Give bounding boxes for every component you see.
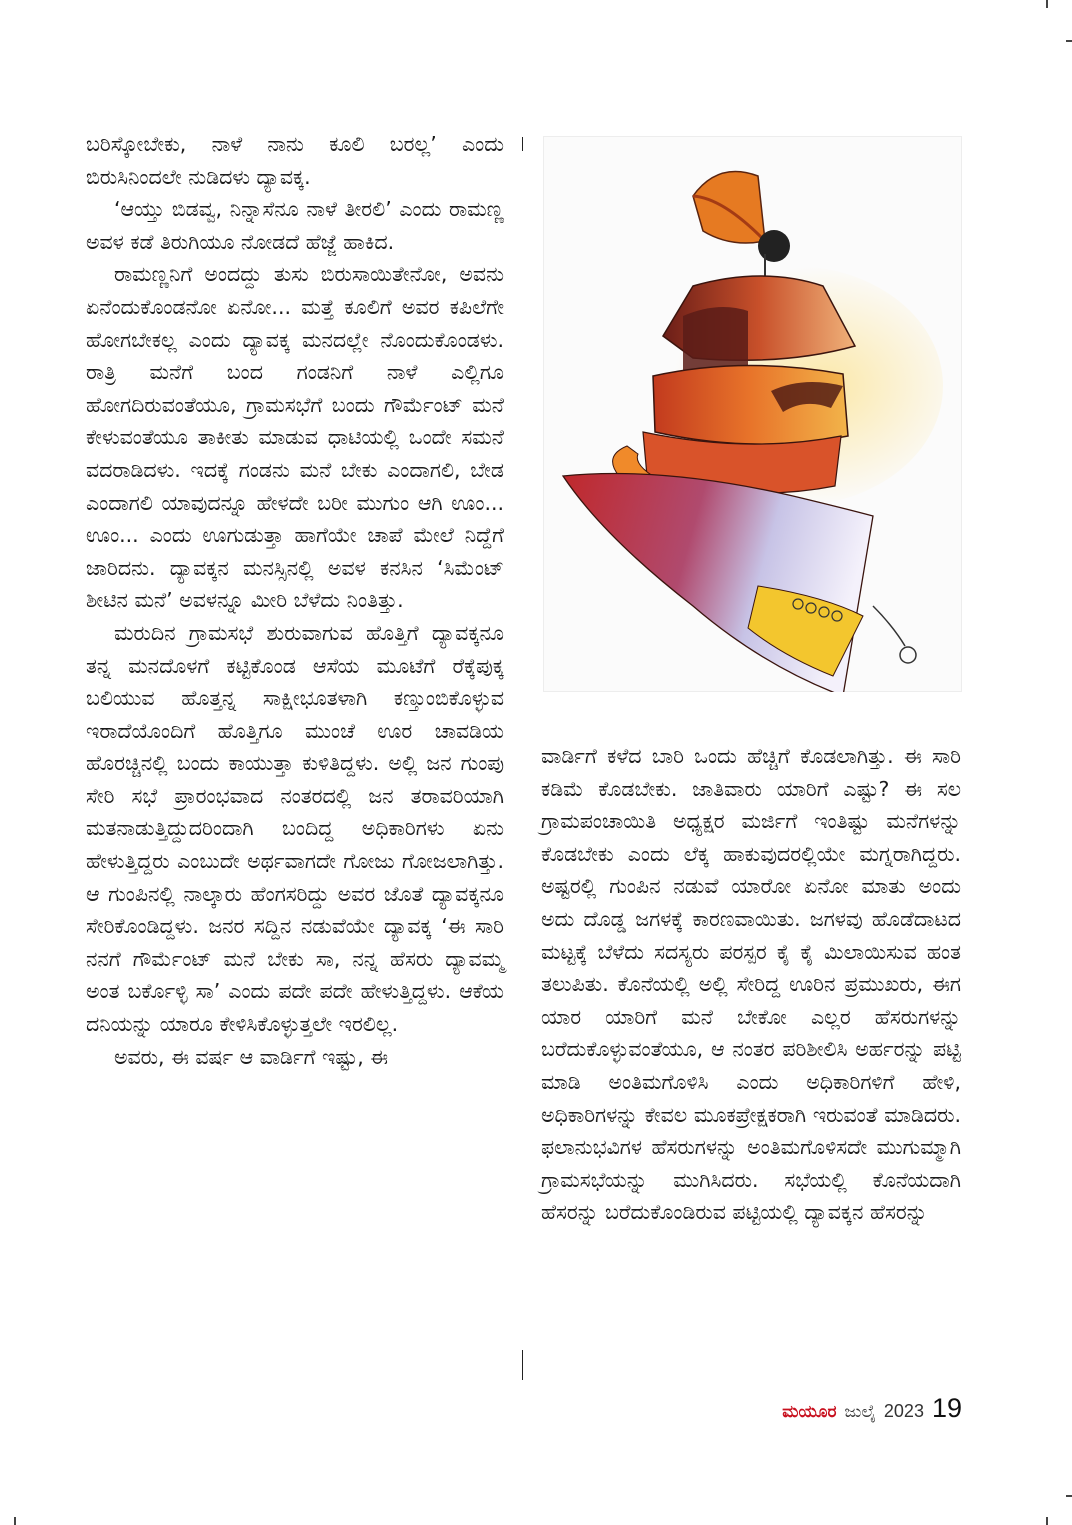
- paragraph: ‘ಆಯ್ತು ಬಿಡವ್ವ, ನಿನ್ನಾಸೆನೂ ನಾಳೆ ತೀರಲಿ’ ಎಂದು ರಾಮಣ್ಣ ಅವಳ ಕಡೆ ತಿರುಗಿಯೂ ನೋಡದೆ ಹೆಜ್ಜೆ ಹಾಕಿದ.: [86, 197, 504, 254]
- issue-year: 2023: [883, 1401, 924, 1421]
- crop-mark: [1066, 40, 1072, 42]
- issue-month: ಜುಲೈ: [844, 1402, 876, 1422]
- right-column: [541, 740, 961, 1229]
- paragraph: ಬರಿಸ್ಕೋಬೇಕು, ನಾಳೆ ನಾನು ಕೂಲಿ ಬರಲ್ಲ’ ಎಂದು ಬಿರುಸಿನಿಂದಲೇ ನುಡಿದಳು ದ್ಯಾವಕ್ಕ.: [86, 132, 504, 189]
- magazine-brand: ಮಯೂರ: [782, 1402, 837, 1422]
- paragraph: ವಾರ್ಡಿಗೆ ಕಳೆದ ಬಾರಿ ಒಂದು ಹೆಚ್ಚಿಗೆ ಕೊಡಲಾಗಿತ್ತು. ಈ ಸಾರಿ ಕಡಿಮೆ ಕೊಡಬೇಕು. ಜಾತಿವಾರು ಯಾರಿಗೆ ಎಷ್ಟು? ಈ ಸಲ ಗ್ರಾಮಪಂಚಾಯಿತಿ ಅಧ್ಯಕ್ಷರ ಮರ್ಜಿಗೆ ಇಂತಿಷ್ಟು ಮನೆಗಳನ್ನು ಕೊಡಬೇಕು ಎಂದು ಲೆಕ್ಕ ಹಾಕುವುದರಲ್ಲಿಯೇ ಮಗ್ನರಾಗಿದ್ದರು. ಅಷ್ಟರಲ್ಲಿ ಗುಂಪಿನ ನಡುವೆ ಯಾರೋ ಏನೋ ಮಾತು ಅಂದು ಅದು ದೊಡ್ಡ ಜಗಳಕ್ಕೆ ಕಾರಣವಾಯಿತು. ಜಗಳವು ಹೊಡೆದಾಟದ ಮಟ್ಟಕ್ಕೆ ಬೆಳೆದು ಸದಸ್ಯರು ಪರಸ್ಪರ ಕೈ ಕೈ ಮಿಲಾಯಿಸುವ ಹಂತ ತಲುಪಿತು. ಕೊನೆಯಲ್ಲಿ ಅಲ್ಲಿ ಸೇರಿದ್ದ ಊರಿನ ಪ್ರಮುಖರು, ಈಗ ಯಾರ ಯಾರಿಗೆ ಮನೆ ಬೇಕೋ ಎಲ್ಲರ ಹೆಸರುಗಳನ್ನು ಬರೆದುಕೊಳ್ಳುವಂತೆಯೂ, ಆ ನಂತರ ಪರಿಶೀಲಿಸಿ ಅರ್ಹರನ್ನು ಪಟ್ಟಿ ಮಾಡಿ ಅಂತಿಮಗೊಳಿಸಿ ಎಂದು ಅಧಿಕಾರಿಗಳಿಗೆ ಹೇಳಿ, ಅಧಿಕಾರಿಗಳನ್ನು ಕೇವಲ ಮೂಕಪ್ರೇಕ್ಷಕರಾಗಿ ಇರುವಂತೆ ಮಾಡಿದರು. ಫಲಾನುಭವಿಗಳ ಹೆಸರುಗಳನ್ನು ಅಂತಿಮಗೊಳಿಸದೇ ಮುಗುಮ್ಮಾಗಿ ಗ್ರಾಮಸಭೆಯನ್ನು ಮುಗಿಸಿದರು. ಸಭೆಯಲ್ಲಿ ಕೊನೆಯದಾಗಿ ಹೆಸರನ್ನು ಬರೆದುಕೊಂಡಿರುವ ಪಟ್ಟಿಯಲ್ಲಿ ದ್ಯಾವಕ್ಕನ ಹೆಸರನ್ನು: [541, 744, 961, 1225]
- paragraph: ರಾಮಣ್ಣನಿಗೆ ಅಂದದ್ದು ತುಸು ಬಿರುಸಾಯಿತೇನೋ, ಅವನು ಏನೆಂದುಕೊಂಡನೋ ಏನೋ... ಮತ್ತೆ ಕೂಲಿಗೆ ಅವರ ಕಪಿಲೆಗೇ ಹೋಗಬೇಕಲ್ಲ ಎಂದು ದ್ಯಾವಕ್ಕ ಮನದಲ್ಲೇ ನೊಂದುಕೊಂಡಳು. ರಾತ್ರಿ ಮನೆಗೆ ಬಂದ ಗಂಡನಿಗೆ ನಾಳೆ ಎಲ್ಲಿಗೂ ಹೋಗದಿರುವಂತೆಯೂ, ಗ್ರಾಮಸಭೆಗೆ ಬಂದು ಗೌರ್ಮೆಂಟ್ ಮನೆ ಕೇಳುವಂತೆಯೂ ತಾಕೀತು ಮಾಡುವ ಧಾಟಿಯಲ್ಲಿ ಒಂದೇ ಸಮನೆ ವದರಾಡಿದಳು. ಇದಕ್ಕೆ ಗಂಡನು ಮನೆ ಬೇಕು ಎಂದಾಗಲಿ, ಬೇಡ ಎಂದಾಗಲಿ ಯಾವುದನ್ನೂ ಹೇಳದೇ ಬರೀ ಮುಗುಂ ಆಗಿ ಊಂ... ಊಂ... ಎಂದು ಊಗುಡುತ್ತಾ ಹಾಗೆಯೇ ಚಾಪೆ ಮೇಲೆ ನಿದ್ದೆಗೆ ಜಾರಿದನು. ದ್ಯಾವಕ್ಕನ ಮನಸ್ಸಿನಲ್ಲಿ ಅವಳ ಕನಸಿನ ‘ಸಿಮೆಂಟ್ ಶೀಟಿನ ಮನೆ’ ಅವಳನ್ನೂ ಮೀರಿ ಬೆಳೆದು ನಿಂತಿತ್ತು.: [86, 262, 504, 613]
- page-number: 19: [931, 1393, 962, 1423]
- crop-mark: [1046, 1517, 1048, 1525]
- paragraph: ಅವರು, ಈ ವರ್ಷ ಆ ವಾರ್ಡಿಗೆ ಇಷ್ಟು, ಈ: [114, 1044, 389, 1069]
- column-divider: [522, 1350, 523, 1380]
- paragraph: ಮರುದಿನ ಗ್ರಾಮಸಭೆ ಶುರುವಾಗುವ ಹೊತ್ತಿಗೆ ದ್ಯಾವಕ್ಕನೂ ತನ್ನ ಮನದೊಳಗೆ ಕಟ್ಟಿಕೊಂಡ ಆಸೆಯ ಮೂಟೆಗೆ ರೆಕ್ಕೆಪುಕ್ಕ ಬಲಿಯುವ ಹೊತ್ತನ್ನ ಸಾಕ್ಷೀಭೂತಳಾಗಿ ಕಣ್ತುಂಬಿಕೊಳ್ಳುವ ಇರಾದೆಯೊಂದಿಗೆ ಹೊತ್ತಿಗೂ ಮುಂಚೆ ಊರ ಚಾವಡಿಯ ಹೊರಚ್ಚಿನಲ್ಲಿ ಬಂದು ಕಾಯುತ್ತಾ ಕುಳಿತಿದ್ದಳು. ಅಲ್ಲಿ ಜನ ಗುಂಪು ಸೇರಿ ಸಭೆ ಪ್ರಾರಂಭವಾದ ನಂತರದಲ್ಲಿ ಜನ ತರಾವರಿಯಾಗಿ ಮತನಾಡುತ್ತಿದ್ದುದರಿಂದಾಗಿ ಬಂದಿದ್ದ ಅಧಿಕಾರಿಗಳು ಏನು ಹೇಳುತ್ತಿದ್ದರು ಎಂಬುದೇ ಅರ್ಥವಾಗದೇ ಗೋಜು ಗೋಜಲಾಗಿತ್ತು. ಆ ಗುಂಪಿನಲ್ಲಿ ನಾಲ್ಕಾರು ಹೆಂಗಸರಿದ್ದು ಅವರ ಜೊತೆ ದ್ಯಾವಕ್ಕನೂ ಸೇರಿಕೊಂಡಿದ್ದಳು. ಜನರ ಸದ್ದಿನ ನಡುವೆಯೇ ದ್ಯಾವಕ್ಕ ‘ಈ ಸಾರಿ ನನಗೆ ಗೌರ್ಮೆಂಟ್ ಮನೆ ಬೇಕು ಸಾ, ನನ್ನ ಹೆಸರು ದ್ಯಾವಮ್ಮ ಅಂತ ಬರ್ಕೊಳ್ಳಿ ಸಾ’ ಎಂದು ಪದೇ ಪದೇ ಹೇಳುತ್ತಿದ್ದಳು. ಆಕೆಯ ದನಿಯನ್ನು ಯಾರೂ ಕೇಳಿಸಿಕೊಳ್ಳುತ್ತಲೇ ಇರಲಿಲ್ಲ.: [86, 620, 504, 1037]
- painting-artwork: [543, 136, 962, 692]
- crop-mark: [14, 1517, 16, 1525]
- illustration-painting: [543, 136, 962, 692]
- crop-mark: [1066, 1495, 1072, 1497]
- left-column: [86, 128, 504, 1073]
- crop-mark: [1046, 0, 1048, 8]
- page-footer: [782, 1393, 962, 1424]
- column-divider: [522, 137, 523, 151]
